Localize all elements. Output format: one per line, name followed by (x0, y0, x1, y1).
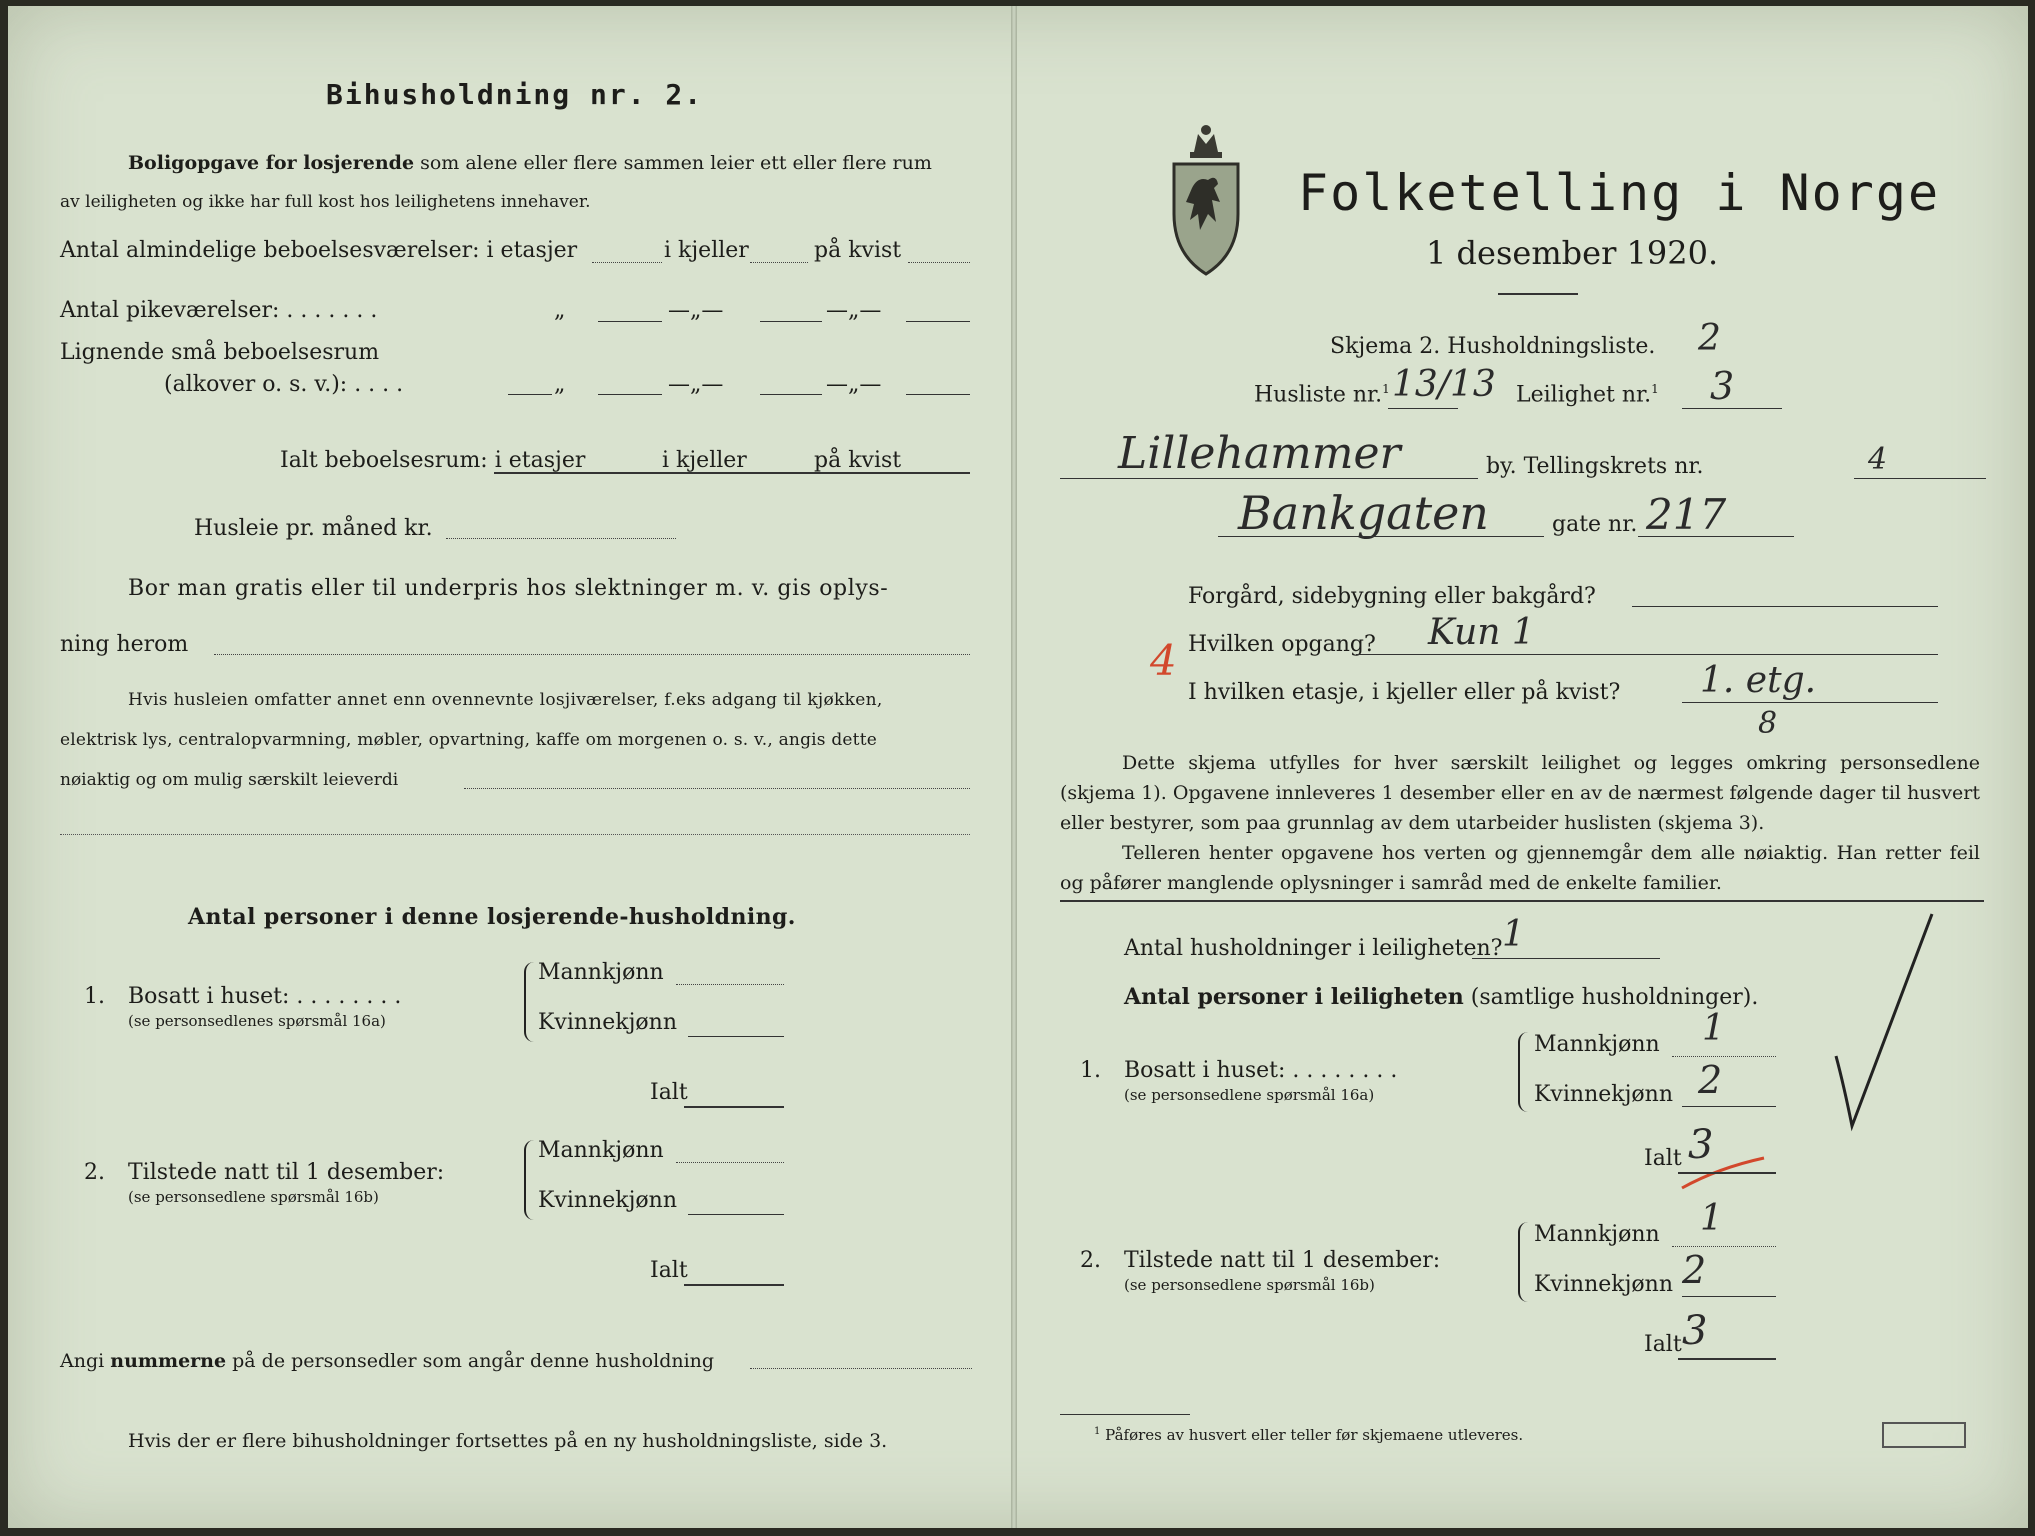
skjema-hand: 2 (1698, 318, 1721, 359)
pike-kjeller-field[interactable] (760, 321, 822, 322)
gratis-line-2: ning herom (60, 632, 189, 657)
footnote-text: Påføres av husvert eller teller før skjemaene utleveres. (1105, 1426, 1524, 1444)
rooms-etasjer-field[interactable] (592, 262, 662, 263)
right-q1-number: 1. (1080, 1058, 1101, 1083)
intro-rest: som alene eller flere sammen leier ett eller flere rum (414, 152, 932, 174)
left-q1-mann-label: Mannkjønn (538, 960, 664, 985)
forgard-field[interactable] (1632, 606, 1938, 607)
left-q2-mann-label: Mannkjønn (538, 1138, 664, 1163)
left-q1-sub: (se personsedlenes spørsmål 16a) (128, 1012, 386, 1030)
angi-bold: nummerne (110, 1350, 227, 1372)
check-mark-icon (1830, 906, 1940, 1136)
small-ditto: „ (554, 372, 566, 397)
households-field[interactable] (1472, 958, 1660, 959)
angi-line (60, 1350, 714, 1372)
city-field[interactable] (1060, 478, 1478, 479)
rent-field[interactable] (446, 538, 676, 539)
street-field[interactable] (1218, 536, 1544, 537)
incl-line-1: Hvis husleien omfatter annet enn ovennevnte losjiværelser, f.eks adgang til kjøkken, (128, 690, 883, 710)
right-q1-kvinne-field[interactable] (1682, 1106, 1776, 1107)
instructions-2: Telleren henter opgavene hos verten og gjennemgår dem alle nøiaktig. Han retter feil og påfører manglende oplysninger i samråd med de enkelte familier. (1060, 842, 1980, 894)
leilighet-label (1516, 382, 1659, 407)
census-sheet (8, 6, 2028, 1528)
right-q2-mann-hand: 1 (1700, 1198, 1723, 1239)
pike-etasjer-field[interactable] (598, 321, 662, 322)
pike-ditto: „ (554, 298, 566, 323)
page-fold (1011, 6, 1017, 1528)
coat-of-arms-icon (1168, 118, 1244, 278)
printer-stamp-icon (1882, 1422, 1966, 1448)
right-page (1018, 6, 2028, 1528)
right-persons-heading (1124, 984, 1758, 1010)
etasje-hand-2: 8 (1758, 706, 1778, 741)
husliste-hand: 13/13 (1392, 364, 1496, 405)
leilighet-text: Leilighet nr. (1516, 382, 1652, 408)
left-q2-kvinne-label: Kvinnekjønn (538, 1188, 677, 1213)
right-q1-kvinne-label: Kvinnekjønn (1534, 1082, 1673, 1107)
left-q2-sub: (se personsedlene spørsmål 16b) (128, 1188, 379, 1206)
husliste-sup: 1 (1382, 382, 1390, 396)
rooms-kvist-label: på kvist (814, 238, 902, 263)
left-footer: Hvis der er flere bihusholdninger fortsettes på en ny husholdningsliste, side 3. (128, 1430, 888, 1452)
right-q2-kvinne-hand: 2 (1682, 1248, 1707, 1292)
left-q1-brace (524, 962, 536, 1042)
small-ditto-2: —„— (668, 372, 724, 397)
krets-hand: 4 (1868, 442, 1888, 477)
left-q1-mann-field[interactable] (676, 984, 784, 985)
left-q1-number: 1. (84, 984, 105, 1009)
small-kvist-field[interactable] (906, 394, 970, 395)
small-rooms-line-2: (alkover o. s. v.): . . . . (164, 372, 404, 397)
right-q1-mann-hand: 1 (1702, 1008, 1725, 1049)
right-q1-mann-label: Mannkjønn (1534, 1032, 1660, 1057)
husliste-label (1254, 382, 1390, 407)
section-rule (1060, 900, 1984, 902)
opgang-hand: Kun 1 (1428, 612, 1535, 653)
intro-line-2: av leiligheten og ikke har full kost hos leilighetens innehaver. (60, 192, 591, 212)
intro-line-1 (128, 152, 932, 174)
left-q1-label: Bosatt i huset: . . . . . . . . (128, 984, 402, 1009)
incl-line-2: elektrisk lys, centralopvarmning, møbler, opvartning, kaffe om morgenen o. s. v., angis dette (60, 730, 877, 750)
by-krets-label: by. Tellingskrets nr. (1486, 454, 1704, 479)
incl-line-3: nøiaktig og om mulig særskilt leieverdi (60, 770, 399, 790)
households-label: Antal husholdninger i leiligheten? (1124, 936, 1503, 961)
footnote-rule (1060, 1414, 1190, 1415)
right-q1-ialt-field[interactable] (1678, 1172, 1776, 1174)
right-q2-kvinne-field[interactable] (1682, 1296, 1776, 1297)
left-q2-label: Tilstede natt til 1 desember: (128, 1160, 445, 1185)
ialt-kjeller-label: i kjeller (662, 448, 747, 473)
leilighet-sup: 1 (1651, 382, 1659, 396)
ialt-kvist-label: på kvist (814, 448, 902, 473)
intro-bold: Boligopgave for losjerende (128, 152, 415, 174)
angi-prefix: Angi (60, 1350, 111, 1372)
right-q1-brace (1518, 1032, 1530, 1112)
city-hand: Lillehammer (1118, 428, 1401, 479)
etasje-hand: 1. etg. (1700, 660, 1817, 701)
small-rooms-lead-line (508, 394, 552, 395)
small-etasjer-field[interactable] (598, 394, 662, 395)
left-q2-ialt-label: Ialt (650, 1258, 688, 1283)
angi-suffix: på de personsedler som angår denne husholdning (226, 1350, 715, 1372)
right-q2-ialt-hand: 3 (1682, 1308, 1708, 1354)
right-q1-sub: (se personsedlene spørsmål 16a) (1124, 1086, 1375, 1104)
opgang-label: Hvilken opgang? (1188, 632, 1376, 657)
leieverdi-field[interactable] (464, 788, 970, 789)
left-q2-kvinne-field[interactable] (688, 1214, 784, 1215)
right-q2-label: Tilstede natt til 1 desember: (1124, 1248, 1441, 1273)
persons-bold: Antal personer i leiligheten (1124, 984, 1464, 1010)
husliste-field[interactable] (1388, 408, 1458, 409)
gate-hand: 217 (1646, 490, 1727, 539)
skjema-label: Skjema 2. Husholdningsliste. (1330, 334, 1656, 359)
etasje-field[interactable] (1682, 702, 1938, 703)
right-q2-mann-label: Mannkjønn (1534, 1222, 1660, 1247)
left-q1-kvinne-label: Kvinnekjønn (538, 1010, 677, 1035)
gate-label: gate nr. (1552, 512, 1638, 537)
pike-label: Antal pikeværelser: . . . . . . . (60, 298, 378, 323)
left-q2-brace (524, 1140, 536, 1220)
title-rule (1498, 293, 1578, 295)
forgard-label: Forgård, sidebygning eller bakgård? (1188, 584, 1596, 609)
right-q1-mann-field[interactable] (1672, 1056, 1776, 1057)
rooms-kvist-field[interactable] (908, 262, 970, 263)
husliste-text: Husliste nr. (1254, 382, 1383, 408)
red-pencil-mark: 4 (1150, 636, 1177, 685)
right-q2-kvinne-label: Kvinnekjønn (1534, 1272, 1673, 1297)
small-kjeller-field[interactable] (760, 394, 822, 395)
footnote (1094, 1426, 1523, 1444)
pike-ditto-2: —„— (668, 298, 724, 323)
right-q2-sub: (se personsedlene spørsmål 16b) (1124, 1276, 1375, 1294)
krets-field[interactable] (1854, 478, 1986, 479)
form-date: 1 desember 1920. (1426, 234, 1719, 272)
left-q2-ialt-field[interactable] (684, 1284, 784, 1286)
right-q2-brace (1518, 1222, 1530, 1302)
pike-kvist-field[interactable] (906, 321, 970, 322)
small-ditto-3: —„— (826, 372, 882, 397)
etasje-label: I hvilken etasje, i kjeller eller på kvist? (1188, 680, 1621, 705)
right-q1-kvinne-hand: 2 (1698, 1058, 1723, 1102)
left-page (8, 6, 1013, 1528)
left-q1-ialt-field[interactable] (684, 1106, 784, 1108)
right-q1-ialt-label: Ialt (1644, 1146, 1682, 1171)
right-q1-label: Bosatt i huset: . . . . . . . . (1124, 1058, 1398, 1083)
households-hand: 1 (1502, 914, 1525, 955)
leilighet-hand: 3 (1710, 364, 1735, 408)
footnote-sup: 1 (1094, 1426, 1101, 1437)
leilighet-field[interactable] (1682, 408, 1782, 409)
form-title: Folketelling i Norge (1298, 164, 1941, 222)
gratis-field[interactable] (214, 654, 970, 655)
right-q2-ialt-field[interactable] (1678, 1358, 1776, 1360)
instructions-1: Dette skjema utfylles for hver særskilt leilighet og legges omkring personsedlene (skjema 1). Opgavene innleveres 1 desember eller en av de nærmest følgende dager til husvert eller bestyrer, som paa grunnlag av dem utarbeider huslisten (skjema 3). (1060, 752, 1980, 834)
small-rooms-line-1: Lignende små beboelsesrum (60, 340, 380, 365)
rent-label: Husleie pr. måned kr. (194, 516, 433, 541)
persons-rest: (samtlige husholdninger). (1463, 985, 1759, 1010)
leieverdi-field-2[interactable] (60, 834, 970, 835)
right-q1-ialt-hand: 3 (1688, 1122, 1714, 1168)
right-q2-mann-field[interactable] (1672, 1246, 1776, 1247)
red-correction-stroke-icon (1678, 1154, 1768, 1194)
right-q2-ialt-label: Ialt (1644, 1332, 1682, 1357)
angi-field[interactable] (750, 1368, 972, 1369)
gate-field[interactable] (1638, 536, 1794, 537)
bihusholdning-title: Bihusholdning nr. 2. (326, 78, 704, 111)
rooms-label: Antal almindelige beboelsesværelser: i etasjer (60, 238, 578, 263)
left-q2-mann-field[interactable] (676, 1162, 784, 1163)
left-q1-kvinne-field[interactable] (688, 1036, 784, 1037)
rooms-kjeller-label: i kjeller (664, 238, 749, 263)
pike-ditto-3: —„— (826, 298, 882, 323)
gratis-line-1: Bor man gratis eller til underpris hos slektninger m. v. gis oplys- (128, 576, 889, 601)
opgang-field[interactable] (1356, 654, 1938, 655)
persons-heading: Antal personer i denne losjerende-husholdning. (188, 904, 796, 930)
street-hand: Bankgaten (1238, 486, 1489, 540)
ialt-rooms-label: Ialt beboelsesrum: i etasjer (280, 448, 586, 473)
left-q1-ialt-label: Ialt (650, 1080, 688, 1105)
rooms-kjeller-field[interactable] (750, 262, 808, 263)
left-q2-number: 2. (84, 1160, 105, 1185)
right-q2-number: 2. (1080, 1248, 1101, 1273)
